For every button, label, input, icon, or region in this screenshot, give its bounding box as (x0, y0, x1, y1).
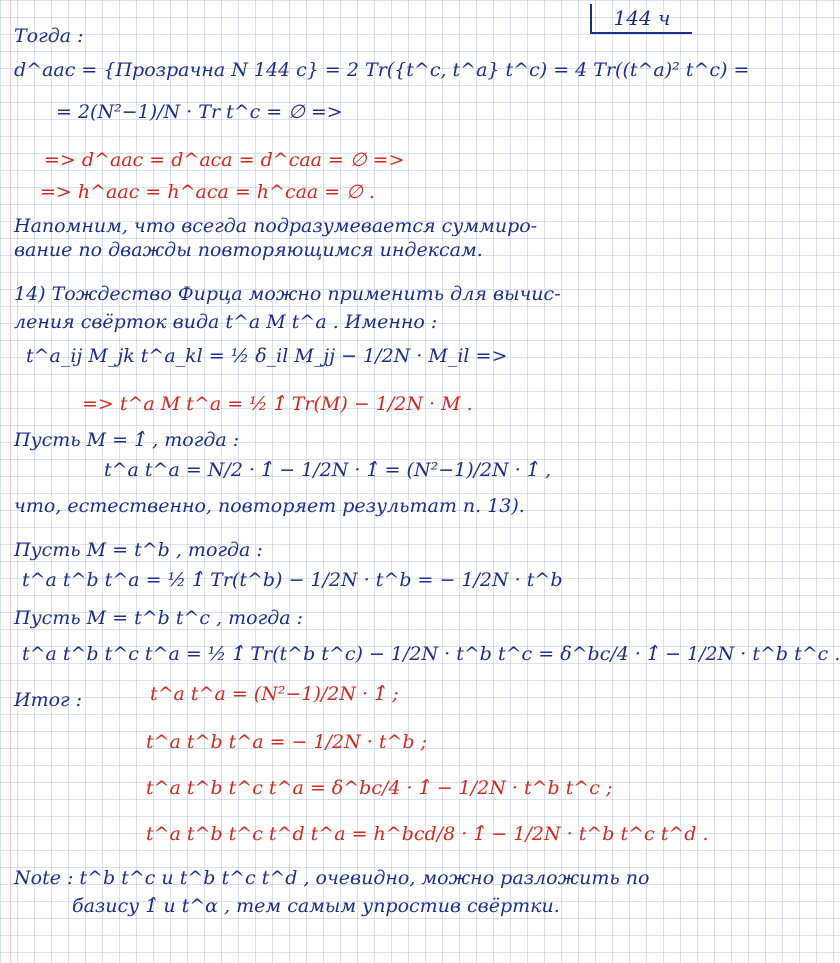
note-line-21: t^a t^b t^a = − 1/2N · t^b ; (146, 731, 428, 753)
note-line-19: Итог : (14, 689, 83, 711)
note-line-22: t^a t^b t^c t^a = δ^bc/4 · 1̂ − 1/2N · t^b t^c ; (146, 777, 613, 799)
note-line-3: = 2(N²−1)/N · Tr t^c = ∅ => (56, 101, 343, 123)
note-line-8: 14) Тождество Фирца можно применить для вычис- (14, 283, 561, 305)
note-line-18: t^a t^b t^c t^a = ½ 1̂ Tr(t^b t^c) − 1/2N · t^b t^c = δ^bc/4 · 1̂ − 1/2N · t^b t^c . (22, 643, 840, 665)
note-line-7: вание по дважды повторяющимся индексам. (14, 239, 483, 261)
note-line-6: Напомним, что всегда подразумевается суммиро- (14, 215, 538, 237)
note-line-9: ления свёрток вида t^a M t^a . Именно : (14, 311, 438, 333)
note-line-16: t^a t^b t^a = ½ 1̂ Tr(t^b) − 1/2N · t^b = − 1/2N · t^b (22, 569, 563, 591)
page-number: 144 ч (590, 4, 692, 34)
note-line-13: t^a t^a = N/2 · 1̂ − 1/2N · 1̂ = (N²−1)/2N · 1̂ , (104, 459, 552, 481)
note-line-5: => h^aac = h^aca = h^caa = ∅ . (40, 181, 375, 203)
note-line-15: Пусть M = t^b , тогда : (14, 539, 263, 561)
note-line-4: => d^aac = d^aca = d^caa = ∅ => (44, 149, 405, 171)
note-line-23: t^a t^b t^c t^d t^a = h^bcd/8 · 1̂ − 1/2N · t^b t^c t^d . (146, 823, 709, 845)
note-line-20: t^a t^a = (N²−1)/2N · 1̂ ; (150, 683, 399, 705)
page-margin-line (10, 0, 11, 963)
note-line-12: Пусть M = 1̂ , тогда : (14, 429, 240, 451)
note-line-14: что, естественно, повторяет результат п. 13). (14, 495, 525, 517)
note-line-1: Тогда : (14, 25, 84, 47)
note-line-24: Note : t^b t^c и t^b t^c t^d , очевидно, можно разложить по (14, 867, 650, 889)
note-line-2: d^aac = {Прозрачна N 144 с} = 2 Tr({t^c, t^a} t^c) = 4 Tr((t^a)² t^c) = (14, 59, 750, 81)
note-line-17: Пусть M = t^b t^c , тогда : (14, 607, 304, 629)
note-line-25: базису 1̂ и t^α , тем самым упростив свёртки. (72, 895, 560, 917)
note-line-10: t^a_ij M_jk t^a_kl = ½ δ_il M_jj − 1/2N · M_il => (26, 345, 508, 367)
note-line-11: => t^a M t^a = ½ 1̂ Tr(M) − 1/2N · M . (82, 393, 473, 415)
